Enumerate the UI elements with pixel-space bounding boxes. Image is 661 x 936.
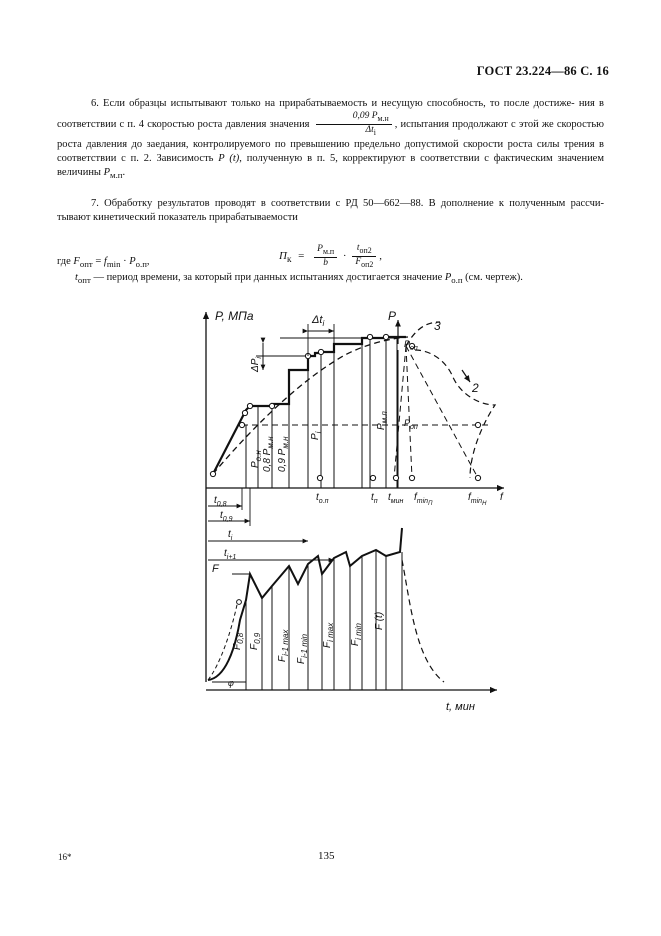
where-desc-end: (см. чертеж). xyxy=(465,272,523,284)
blabel-f09: $F_{0,9}$ xyxy=(249,632,262,650)
para6-part2: ния в соответствии с п. 4 скоростью роста давления значения xyxy=(57,98,605,130)
p-axis-label: P, МПа xyxy=(215,309,254,323)
formula-dot: · xyxy=(342,249,347,262)
para7-line2: тывают кинетический показатель прирабатываемости xyxy=(57,212,298,224)
formula-lhs-sub: к xyxy=(286,254,292,265)
para6-part3: , испытания продолжают с этой же скоростью роста давления до заедания, контролируемого по превышению предельно допустимой скорости роста силы трения в соответствии с п. 2. Зависимость xyxy=(57,119,604,165)
dti-label: $\Delta t_i$ xyxy=(312,314,325,328)
where-end: , xyxy=(146,256,150,267)
ti1-label: $t_{i+1}$ xyxy=(224,548,237,561)
formula-n1-sub: м.п xyxy=(322,246,335,256)
f-minh-label: $f_{minН}$ xyxy=(468,492,487,507)
formula-n2-sub: оп2 xyxy=(359,245,372,255)
curve-2-arrow xyxy=(462,370,470,382)
blabel-f08: $F_{0,8}$ xyxy=(232,632,245,650)
curve-2-label: 2 xyxy=(472,381,479,395)
where-fm: f xyxy=(103,256,107,267)
blabel-fimin: $F_{i min}$ xyxy=(350,623,363,646)
dpi-label: $\Delta P_i$ xyxy=(250,357,263,372)
where-desc: — период времени, за который при данных испытаниях достигается значение xyxy=(93,272,443,284)
para6-part4: , полученную в п. 5, корректируют в соответствии с фактическим значением величины xyxy=(57,153,604,179)
t08-label: $t_{0,8}$ xyxy=(214,495,227,508)
ti-label: $t_i$ xyxy=(228,529,233,542)
formula-d2: F xyxy=(355,256,362,267)
para6-pmn-sub: м.п xyxy=(110,170,123,181)
page-number: 135 xyxy=(318,850,335,862)
t-on-label: $t_{о.п}$ xyxy=(316,492,329,505)
where-a: где xyxy=(57,256,71,267)
where-t-sub: опт xyxy=(77,275,91,286)
p-top-label: P xyxy=(388,309,397,323)
where-p: P xyxy=(129,256,136,267)
blabel-fi1max: $F_{i-1 max}$ xyxy=(277,629,290,662)
vlabel-09: 0,9 $P_{м.н}$ xyxy=(277,436,290,472)
falloff-3 xyxy=(394,346,406,478)
para6-pmn: P xyxy=(103,167,111,179)
vlabel-08: 0,8 $P_{м.н}$ xyxy=(262,436,275,472)
fraction-denominator-sub: i xyxy=(373,127,376,137)
curve-2 xyxy=(415,350,495,478)
formula-n1: P xyxy=(317,243,323,254)
para6-end: . xyxy=(122,167,126,179)
footer-left: 16* xyxy=(58,852,72,862)
formula-tail: , xyxy=(379,249,383,262)
t-n-label: $t_п$ xyxy=(371,492,378,505)
fraction-denominator: Δt xyxy=(365,125,374,136)
t-min-label: $t_{мин}$ xyxy=(388,492,404,505)
f-axis-label: f xyxy=(500,492,503,503)
where-p2-sub: о.п xyxy=(451,275,463,286)
t09-label: $t_{0,9}$ xyxy=(220,510,233,523)
para6-line1: 6. Если образцы испытывают только на прирабатываемость и несущую способность, то после достиже- xyxy=(91,98,575,109)
f-minp-label: $f_{minП}$ xyxy=(414,492,433,507)
F-axis-label: F xyxy=(212,563,219,575)
pon-top-label: $P_{оп}$ xyxy=(404,339,418,352)
para7-line1: 7. Обработку результатов проводят в соответствии с РД 50—662—88. В дополнение к полученным рассчи- xyxy=(91,198,604,209)
formula-lhs: П xyxy=(279,249,287,262)
blabel-ft: F (t) xyxy=(374,611,385,630)
fraction-numerator: 0,09 P xyxy=(352,111,378,122)
curve-3-label: 3 xyxy=(434,319,441,333)
where-p-sub: о.п xyxy=(135,259,147,270)
pon-mid-label: $P_{оп}$ xyxy=(404,418,418,431)
where-fm-sub: min xyxy=(106,259,121,270)
where-f-sub: опт xyxy=(79,259,93,270)
formula-d1: b xyxy=(323,257,329,268)
falloff-2 xyxy=(406,346,412,478)
vlabel-pi: $P_i$ xyxy=(310,431,323,440)
phi-label: φ xyxy=(228,678,234,688)
page-header: ГОСТ 23.224—86 С. 16 xyxy=(476,64,609,78)
vlabel-pon: $P_{о.н}$ xyxy=(250,450,263,468)
falloff-1 xyxy=(406,346,478,478)
blabel-fi1min: $F_{i-1 min}$ xyxy=(296,633,309,664)
friction-tail xyxy=(402,560,444,682)
formula-eq: = xyxy=(298,249,305,262)
formula-n2: t xyxy=(356,243,360,253)
t-axis-label: t, мин xyxy=(446,701,475,713)
fraction-numerator-sub: м.н xyxy=(377,114,389,124)
friction-initial xyxy=(208,600,238,680)
where-dot: · xyxy=(123,256,127,267)
where-eq: = xyxy=(95,256,102,267)
formula-d2-sub: оп2 xyxy=(361,259,374,269)
para6-pt: P (t) xyxy=(218,153,240,165)
blabel-fimax: $F_{i max}$ xyxy=(322,622,335,648)
where-f: F xyxy=(73,256,80,267)
vlabel-pmn: $P_{м.п}$ xyxy=(376,411,389,430)
where-p2: P xyxy=(444,272,452,284)
where-t: t xyxy=(75,272,78,284)
